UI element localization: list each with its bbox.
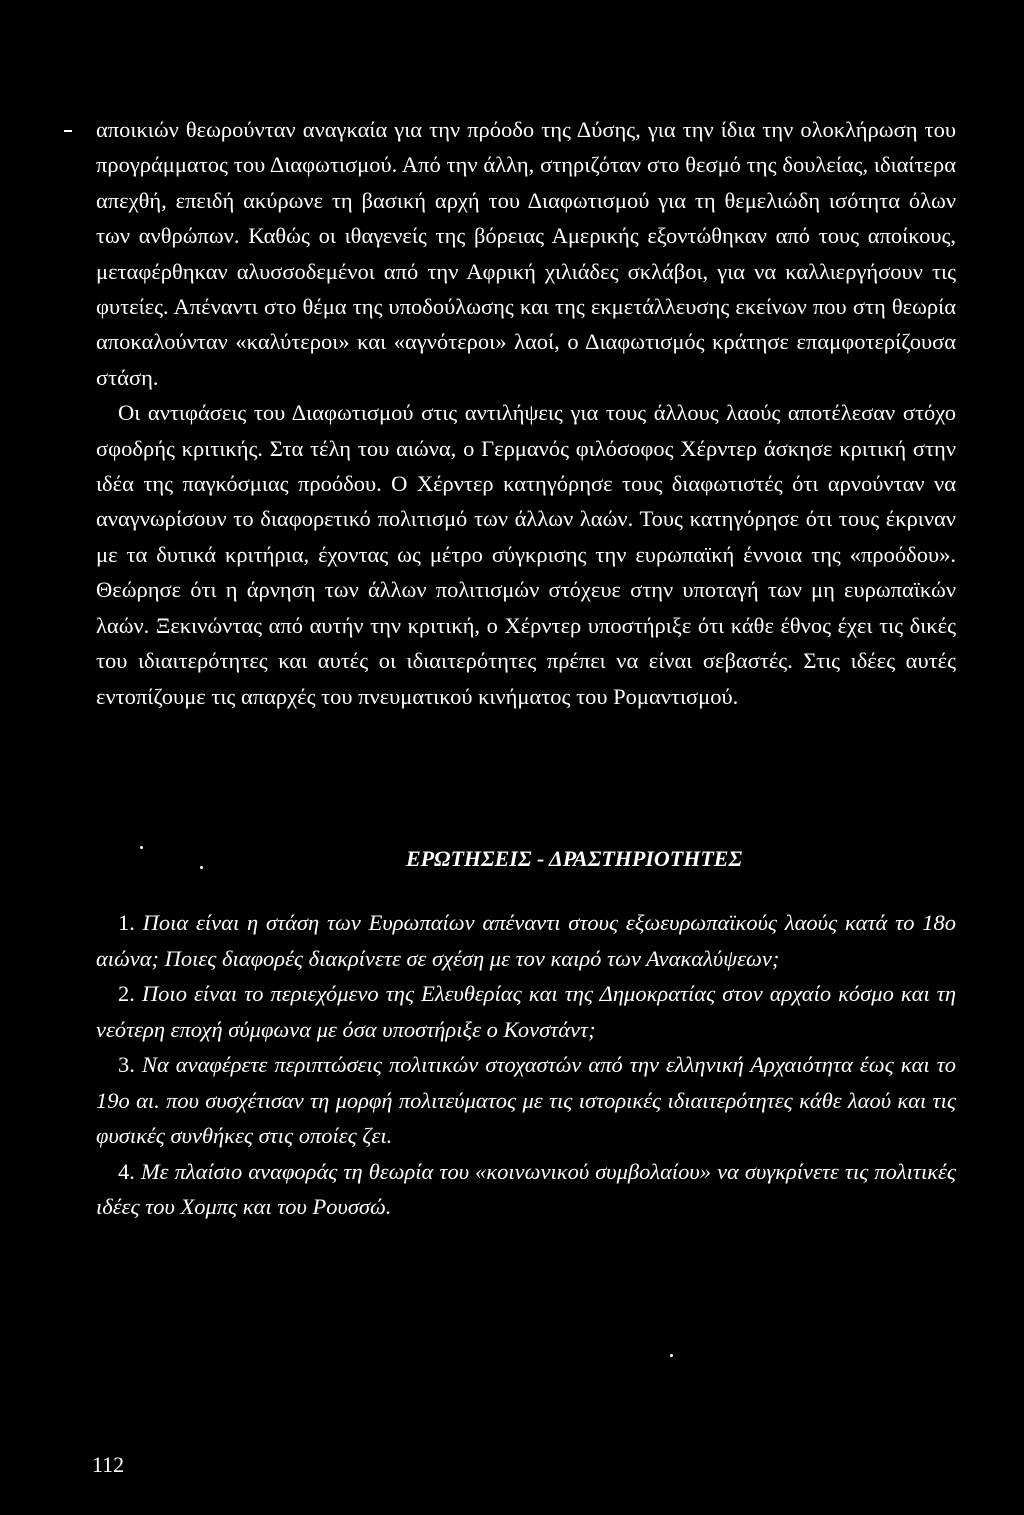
questions-list [96, 905, 956, 1225]
question-number: 4. [118, 1158, 135, 1184]
question-number: 2. [118, 981, 135, 1006]
question-item [96, 976, 956, 1047]
question-item [96, 1047, 956, 1154]
question-text: Να αναφέρετε περιπτώσεις πολιτικών στοχαστών από την ελληνική Αρχαιότητα έως και το 19ο αι. που συσχέτισαν τη μορφή πολιτεύματος με τις ιστορικές ιδιαιτερότητες κάθε λαού και τις φυσικές συνθήκες στις οποίες ζει. [96, 1052, 956, 1148]
body-text [96, 112, 956, 714]
scan-speck [670, 1354, 673, 1357]
question-text: Ποιο είναι το περιεχόμενο της Ελευθερίας και της Δημοκρατίας στον αρχαίο κόσμο και τη νεότερη εποχή σύμφωνα με όσα υποστήριξε ο Κονστάντ; [96, 981, 956, 1042]
question-text: Με πλαίσιο αναφοράς τη θεωρία του «κοινωνικού συμβολαίου» να συγκρίνετε τις πολιτικές ιδέες του Χομπς και του Ρουσσώ. [96, 1158, 956, 1219]
page-number: 112 [92, 1452, 125, 1477]
question-item [96, 905, 956, 976]
question-text: Ποια είναι η στάση των Ευρωπαίων απέναντι στους εξωευρωπαϊκούς λαούς κατά το 18ο αιώνα; Ποιες διαφορές διακρίνετε σε σχέση με τον καιρό των Ανακαλύψεων; [96, 910, 957, 971]
question-item [96, 1154, 956, 1225]
section-title: ΕΡΩΤΗΣΕΙΣ - ΔΡΑΣΤΗΡΙΟΤΗΤΕΣ [405, 846, 743, 871]
paragraph-1: αποικιών θεωρούνταν αναγκαία για την πρόοδο της Δύσης, για την ίδια την ολοκλήρωση του προγράμματος του Διαφωτισμού. Από την άλλη, στηριζόταν στο θεσμό της δουλείας, ιδιαίτερα απεχθή, επειδή ακύρωνε τη βασική αρχή του Διαφωτισμού για τη θεμελιώδη ισότητα όλων των ανθρώπων. Καθώς οι ιθαγενείς της βόρειας Αμερικής εξοντώθηκαν από τους αποίκους, μεταφέρθηκαν αλυσσοδεμένοι από την Αφρική χιλιάδες σκλάβοι, για να καλλιεργήσουν τις φυτείες. Απέναντι στο θέμα της υποδούλωσης και της εκμετάλλευσης εκείνων που στη θεωρία αποκαλούνταν «καλύτεροι» και «αγνότεροι» λαοί, ο Διαφωτισμός κράτησε επαμφοτερίζουσα στάση. [96, 117, 956, 390]
paragraph-2: Οι αντιφάσεις του Διαφωτισμού στις αντιλήψεις για τους άλλους λαούς αποτέλεσαν στόχο σφοδρής κριτικής. Στα τέλη του αιώνα, ο Γερμανός φιλόσοφος Χέρντερ άσκησε κριτική στην ιδέα της παγκόσμιας προόδου. Ο Χέρντερ κατηγόρησε τους διαφωτιστές ότι αρνούνταν να αναγνωρίσουν το διαφορετικό πολιτισμό των άλλων λαών. Τους κατηγόρησε ότι τους έκριναν με τα δυτικά κριτήρια, έχοντας ως μέτρο σύγκρισης την ευρωπαϊκή έννοια της «προόδου». Θεώρησε ότι η άρνηση των άλλων πολιτισμών στόχευε στην υποταγή των μη ευρωπαϊκών λαών. Ξεκινώντας από αυτήν την κριτική, ο Χέρντερ υποστήριξε ότι κάθε έθνος έχει τις δικές του ιδιαιτερότητες και αυτές οι ιδιαιτερότητες πρέπει να είναι σεβαστές. Στις ιδέες αυτές εντοπίζουμε τις απαρχές του πνευματικού κινήματος του Ρομαντισμού. [96, 400, 956, 709]
question-number: 1. [118, 910, 135, 935]
margin-dash-mark [64, 130, 72, 132]
question-number: 3. [118, 1052, 135, 1077]
